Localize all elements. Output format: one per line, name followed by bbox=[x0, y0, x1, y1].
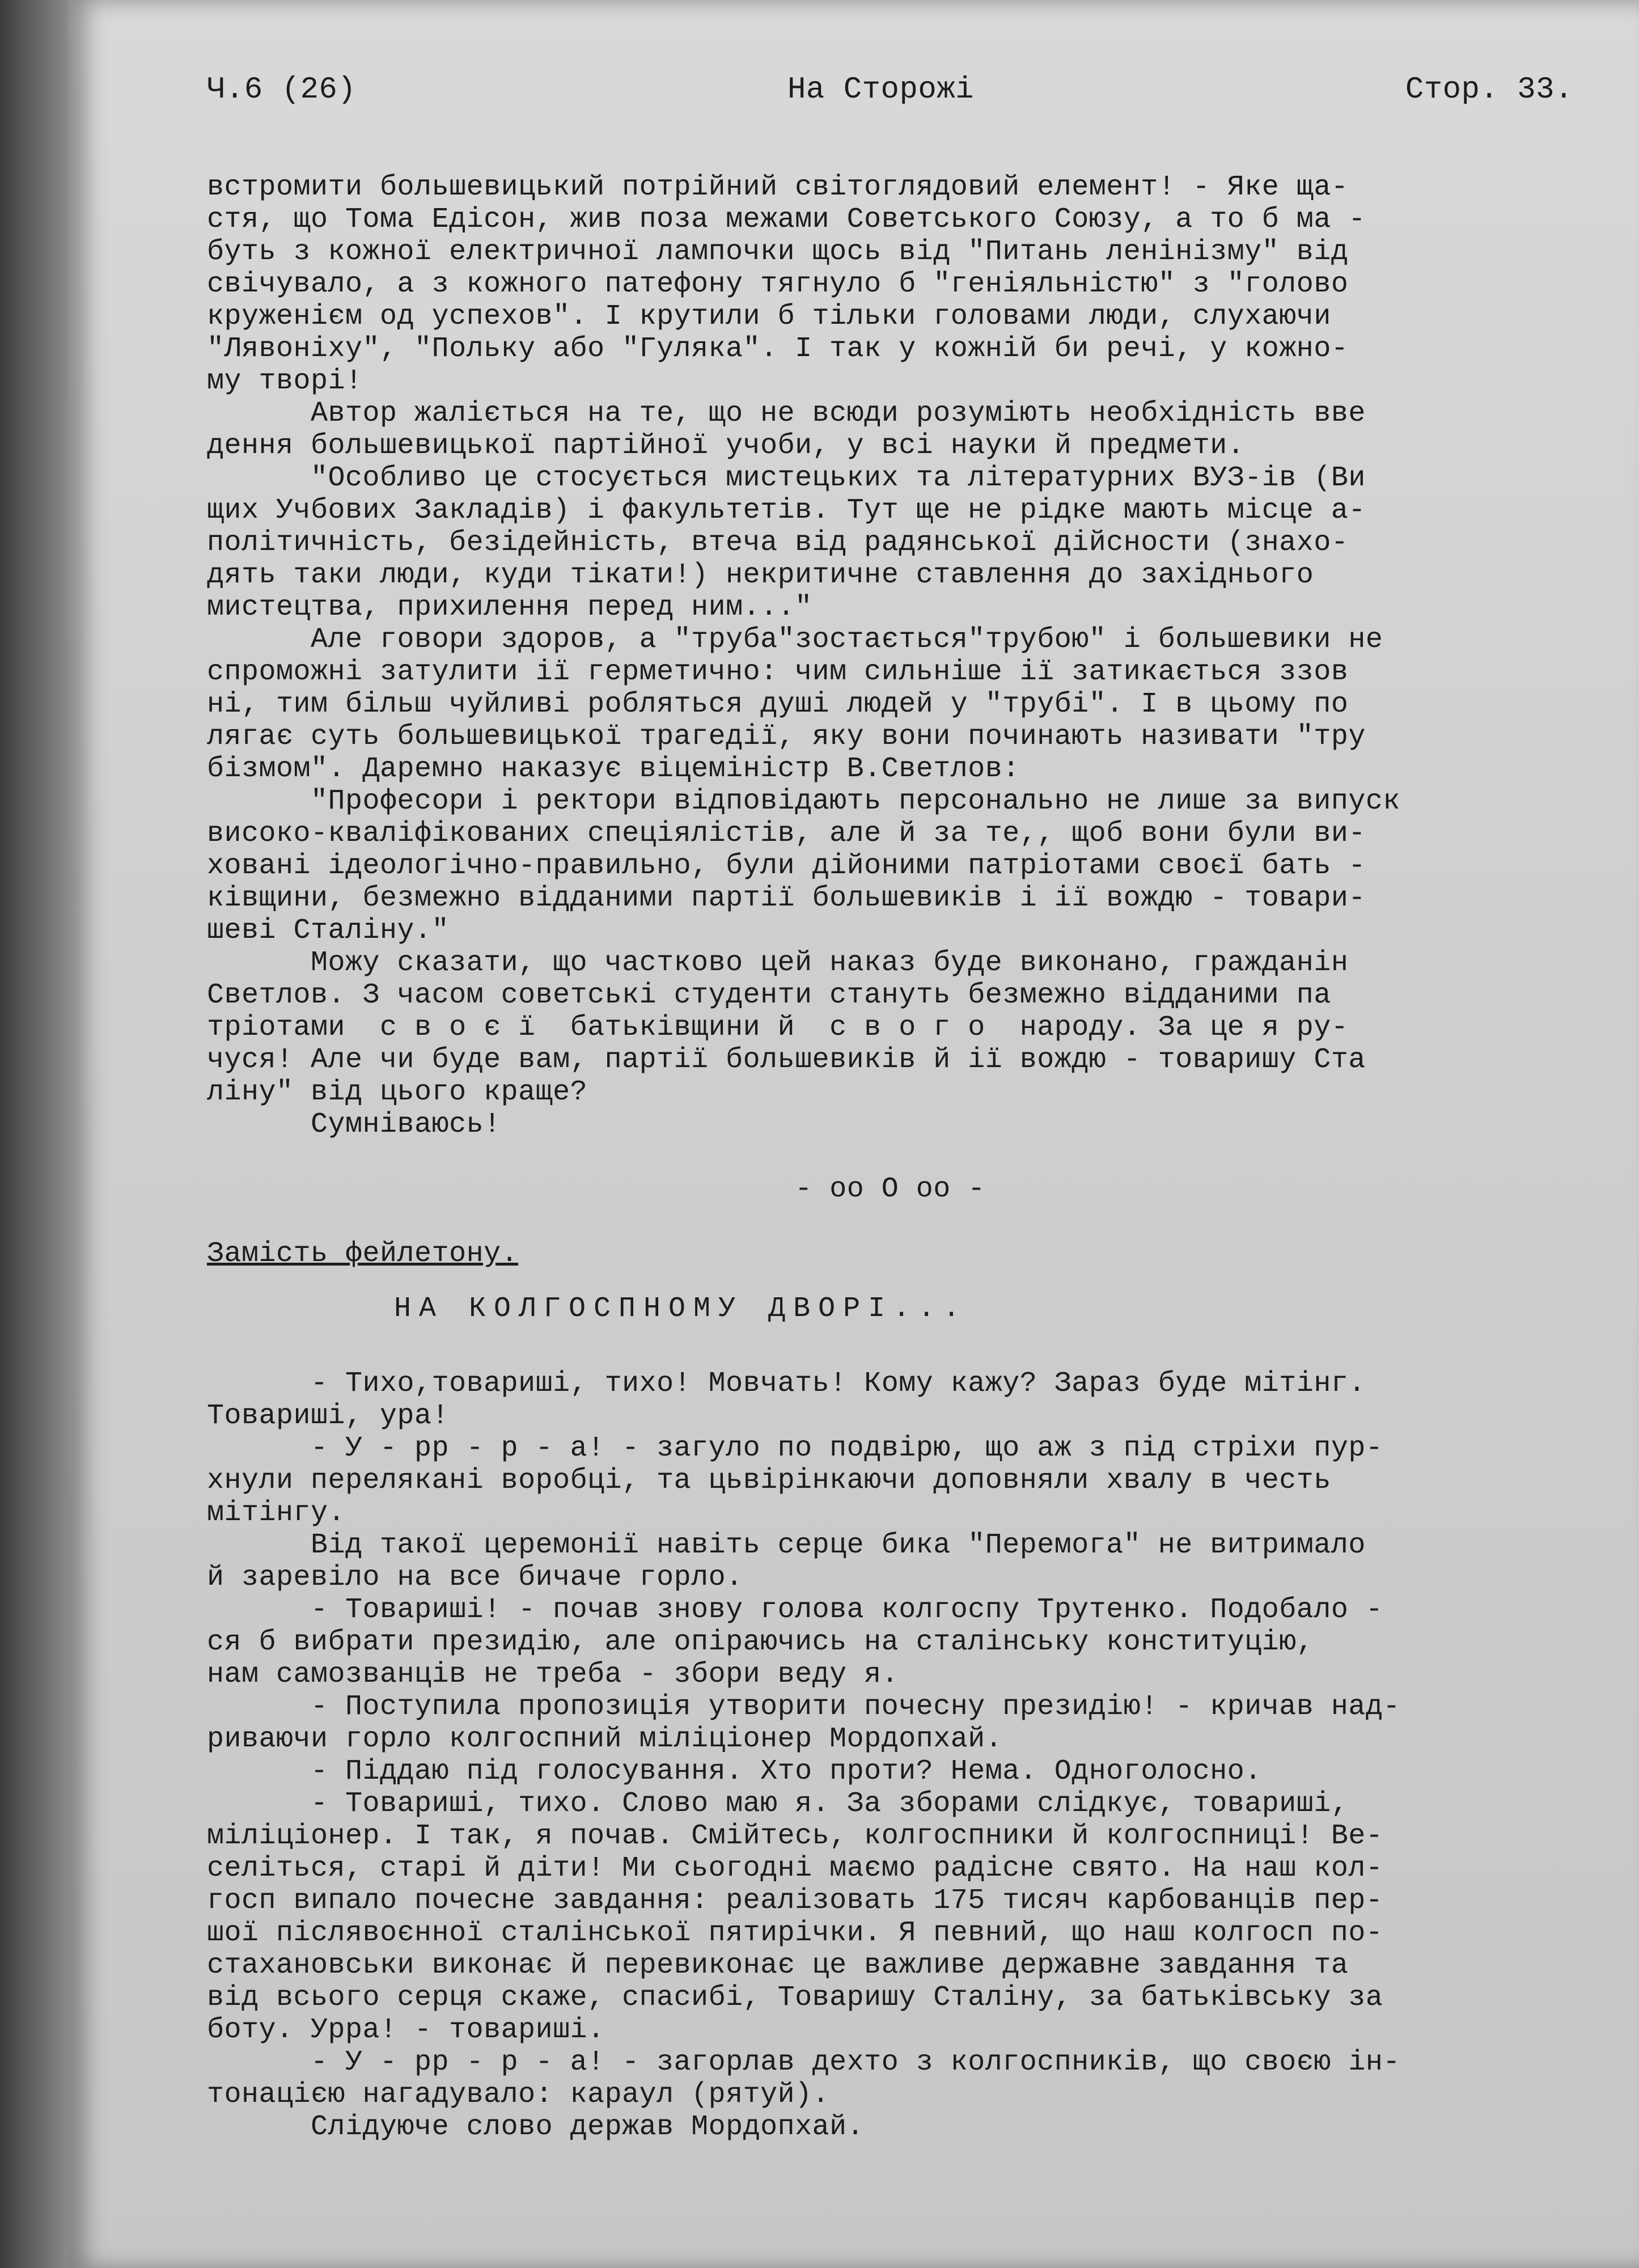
text-line: - Товариші! - почав знову голова колгоспу Трутенко. Подобало - bbox=[207, 1594, 1383, 1626]
text-line: Светлов. З часом советські студенти стануть безмежно відданими па bbox=[207, 979, 1331, 1012]
section-subtitle: Замість фейлетону. bbox=[207, 1238, 519, 1270]
paragraph-4 bbox=[207, 624, 1573, 785]
text-line: шої післявоєнної сталінської пятирічки. Я певний, що наш колгосп по- bbox=[207, 1917, 1383, 1949]
text-line: му творі! bbox=[207, 365, 363, 397]
dialogue-7 bbox=[207, 1788, 1573, 2046]
text-line: - Товариші, тихо. Слово маю я. За зборами слідкує, товариші, bbox=[207, 1788, 1349, 1820]
text-line: стахановськи виконає й перевиконає це важливе державне завдання та bbox=[207, 1949, 1349, 1982]
paragraph-2 bbox=[207, 397, 1573, 462]
text-line: Можу сказати, що частково цей наказ буде виконано, гражданін bbox=[207, 947, 1349, 979]
dialogue-4 bbox=[207, 1594, 1573, 1691]
text-line: Слідуюче слово держав Мордопхай. bbox=[207, 2111, 865, 2143]
text-line: "Лявоніху", "Польку або "Гуляка". І так у кожній би речі, у кожно- bbox=[207, 333, 1349, 365]
text-line: спроможні затулити ії герметично: чим сильніше ії затикається ззов bbox=[207, 656, 1349, 688]
text-line: боту. Урра! - товариші. bbox=[207, 2014, 605, 2046]
text-line: тонацією нагадувало: караул (рятуй). bbox=[207, 2079, 830, 2111]
text-line: нам самозванців не треба - збори веду я. bbox=[207, 1658, 899, 1691]
text-line: мистецтва, прихилення перед ним..." bbox=[207, 591, 812, 624]
text-line: ківщини, безмежно відданими партії большевиків і ії вождю - товари- bbox=[207, 882, 1366, 915]
text-line: госп випало почесне завдання: реалізовать 175 тисяч карбованців пер- bbox=[207, 1885, 1383, 1917]
text-line: чуся! Але чи буде вам, партії большевиків й ії вождю - товаришу Ста bbox=[207, 1044, 1366, 1076]
text-line: встромити большевицький потрійний світоглядовий елемент! - Яке ща- bbox=[207, 171, 1349, 204]
text-line: лягає суть большевицької трагедії, яку вони починають називати "тру bbox=[207, 721, 1366, 753]
text-line: Автор жаліється на те, що не всюди розуміють необхідність вве bbox=[207, 397, 1366, 430]
text-line: Але говори здоров, а "труба"зостається"трубою" і большевики не bbox=[207, 624, 1383, 656]
dialogue-8 bbox=[207, 2046, 1573, 2143]
text-line: - Поступила пропозиція утворити почесну президію! - кричав над- bbox=[207, 1691, 1400, 1723]
text-line: щих Учбових Закладів) і факультетів. Тут ще не рідке мають місце а- bbox=[207, 494, 1366, 527]
text-line: Від такої церемонії навіть серце бика "Перемога" не витримало bbox=[207, 1529, 1366, 1562]
dialogue-3 bbox=[207, 1529, 1573, 1594]
paragraph-6 bbox=[207, 947, 1573, 1141]
text-line: дення большевицької партійної учоби, у всі науки й предмети. bbox=[207, 430, 1245, 462]
text-line: політичність, безідейність, втеча від радянської дійсности (знахо- bbox=[207, 527, 1349, 559]
text-line: Товариші, ура! bbox=[207, 1400, 450, 1432]
dialogue-2 bbox=[207, 1432, 1573, 1529]
text-line: - Тихо,товариші, тихо! Мовчать! Кому кажу? Зараз буде мітінг. bbox=[207, 1368, 1366, 1400]
text-line: круженієм од успехов". І крутили б тільки головами люди, слухаючи bbox=[207, 301, 1331, 333]
text-line: свічувало, а з кожного патефону тягнуло б "геніяльністю" з "голово bbox=[207, 268, 1349, 301]
section-divider: - оо О оо - bbox=[795, 1173, 985, 1205]
text-line: ховані ідеологічно-правильно, були дійоними патріотами своєї бать - bbox=[207, 850, 1366, 882]
text-line: "Особливо це стосується мистецьких та літературних ВУЗ-ів (Ви bbox=[207, 462, 1366, 494]
text-line: бізмом". Даремно наказує віцеміністр В.Светлов: bbox=[207, 753, 1020, 785]
text-line: "Професори і ректори відповідають персонально не лише за випуск bbox=[207, 785, 1400, 818]
paragraph-1 bbox=[207, 171, 1573, 397]
text-line: - У - рр - р - а! - загуло по подвірю, що аж з під стріхи пур- bbox=[207, 1432, 1383, 1465]
text-line: дять таки люди, куди тікати!) некритичне ставлення до західнього bbox=[207, 559, 1314, 591]
text-line: мітінгу. bbox=[207, 1497, 346, 1529]
dialogue-5 bbox=[207, 1691, 1573, 1755]
journal-title: На Сторожі bbox=[787, 73, 975, 107]
page-header bbox=[207, 74, 1573, 106]
page-number: Стор. 33. bbox=[1405, 73, 1573, 107]
text-line: й заревіло на все бичаче горло. bbox=[207, 1562, 743, 1594]
text-line: ся б вибрати президію, але опіраючись на сталінську конституцію, bbox=[207, 1626, 1314, 1658]
quote-paragraph-3 bbox=[207, 462, 1573, 624]
text-line: міліціонер. І так, я почав. Смійтесь, колгоспники й колгоспниці! Ве- bbox=[207, 1820, 1383, 1852]
text-line: ні, тим більш чуйливі робляться душі людей у "трубі". І в цьому по bbox=[207, 688, 1349, 721]
text-line: стя, що Тома Едісон, жив поза межами Советського Союзу, а то б ма - bbox=[207, 204, 1366, 236]
quote-paragraph-5 bbox=[207, 785, 1573, 947]
text-line: Сумніваюсь! bbox=[207, 1108, 501, 1141]
text-line: - У - рр - р - а! - загорлав дехто з колгоспників, що своєю ін- bbox=[207, 2046, 1400, 2079]
feuilleton-title: НА КОЛГОСПНОМУ ДВОРІ... bbox=[394, 1293, 968, 1325]
text-line: шеві Сталіну." bbox=[207, 915, 450, 947]
dialogue-1 bbox=[207, 1368, 1573, 1432]
dialogue-6 bbox=[207, 1755, 1573, 1788]
text-line: риваючи горло колгоспний міліціонер Мордопхай. bbox=[207, 1723, 1003, 1755]
text-line: - Піддаю під голосування. Хто проти? Нема. Одноголосно. bbox=[207, 1755, 1262, 1788]
text-line: хнули перелякані воробці, та цьвірінкаючи доповняли хвалу в честь bbox=[207, 1465, 1331, 1497]
issue-number: Ч.6 (26) bbox=[207, 73, 357, 107]
page-content bbox=[207, 74, 1573, 2143]
text-line: ліну" від цього краще? bbox=[207, 1076, 588, 1108]
text-line: від всього серця скаже, спасибі, Товаришу Сталіну, за батьківську за bbox=[207, 1982, 1383, 2014]
text-line: тріотами с в о є ї батьківщини й с в о г о народу. За це я ру- bbox=[207, 1012, 1349, 1044]
text-line: селіться, старі й діти! Ми сьогодні маємо радісне свято. На наш кол- bbox=[207, 1852, 1383, 1885]
binding-spine bbox=[0, 0, 68, 2268]
text-line: високо-кваліфікованих спеціялістів, але й за те,, щоб вони були ви- bbox=[207, 818, 1366, 850]
text-line: буть з кожної електричної лампочки щось від "Питань ленінізму" від bbox=[207, 236, 1349, 268]
